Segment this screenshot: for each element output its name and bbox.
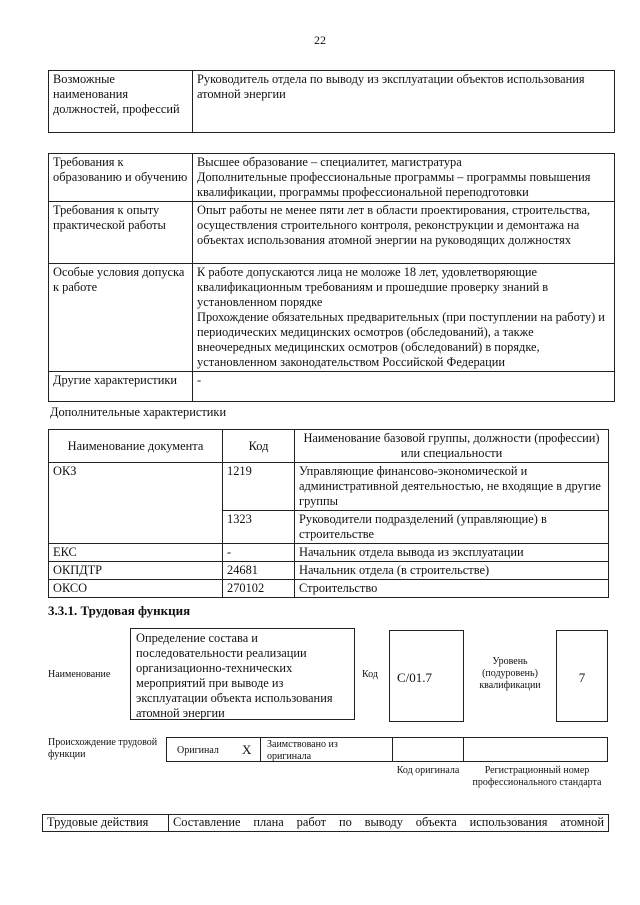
req-education-label: Требования к образованию и обучению [49, 154, 193, 202]
requirements-table [48, 153, 615, 402]
req-experience-line: Опыт работы не менее пяти лет в области проектирования, строительства, осуществления строительного контроля, реконструкции и демонтажа на объектах использования атомной энергии на руководящих должностях [197, 203, 591, 247]
function-code-value: С/01.7 [397, 670, 433, 685]
table-row-code: 1219 [223, 463, 295, 511]
table-row-name: Управляющие финансово-экономической и административной деятельностью, не входящие в другие группы [295, 463, 609, 511]
additional-table [48, 429, 609, 598]
labor-actions-label: Трудовые действия [43, 815, 169, 832]
positions-value: Руководитель отдела по выводу из эксплуатации объектов использования атомной энергии [193, 71, 615, 133]
req-conditions-line: Прохождение обязательных предварительных (при поступлении на работу) и периодических медицинских осмотров (обследований), а также внеочередных медицинских осмотров (обследований) в порядке, установленном законодательством Российской Федерации [197, 310, 605, 369]
table-row-name: Строительство [295, 580, 609, 598]
origin-original-mark: X [242, 742, 252, 757]
additional-header-name: Наименование базовой группы, должности (профессии) или специальности [295, 430, 609, 463]
function-level-value: 7 [578, 670, 586, 685]
origin-code-cell [392, 737, 464, 762]
req-other-label: Другие характеристики [49, 372, 193, 402]
function-name-box: Определение состава и последовательности реализации организационно-технических мероприятий при выводе из эксплуатации объекта использования атомной энергии [130, 628, 355, 720]
function-title: 3.3.1. Трудовая функция [48, 603, 191, 618]
table-row-doc: ЕКС [49, 544, 223, 562]
req-conditions-line: К работе допускаются лица не моложе 18 лет, удовлетворяющие квалификационным требованиям и прошедшие проверку знаний в установленном порядке [197, 265, 549, 309]
req-other-value [193, 372, 615, 402]
req-education-line: Дополнительные профессиональные программы – программы повышения квалификации, программы профессиональной переподготовки [197, 170, 591, 199]
table-row-code: - [223, 544, 295, 562]
table-row-code: 24681 [223, 562, 295, 580]
function-code-label: Код [362, 669, 378, 680]
origin-reg-caption: Регистрационный номер профессионального стандарта [472, 765, 602, 788]
origin-borrowed-cell [260, 737, 393, 762]
origin-reg-cell [463, 737, 608, 762]
page-number: 22 [314, 33, 326, 47]
req-experience-label: Требования к опыту практической работы [49, 202, 193, 264]
additional-header-doc: Наименование документа [49, 430, 223, 463]
req-education-value [193, 154, 615, 202]
req-conditions-value [193, 264, 615, 372]
req-education-line: Высшее образование – специалитет, магистратура [197, 155, 462, 169]
table-row-name: Руководители подразделений (управляющие) в строительстве [295, 511, 609, 544]
function-level-box [556, 630, 608, 722]
req-conditions-label: Особые условия допуска к работе [49, 264, 193, 372]
additional-header-code: Код [223, 430, 295, 463]
function-name-label: Наименование [48, 669, 111, 680]
labor-actions-value: Составление плана работ по выводу объекта использования атомной [169, 815, 609, 832]
table-row-doc: ОКСО [49, 580, 223, 598]
table-row-name: Начальник отдела (в строительстве) [295, 562, 609, 580]
origin-label: Происхождение трудовой функции [48, 737, 158, 760]
table-row-code: 1323 [223, 511, 295, 544]
origin-original-label: Оригинал [177, 745, 219, 756]
req-other-line: - [197, 373, 202, 387]
table-row-doc: ОКЗ [49, 463, 223, 544]
origin-original-cell [166, 737, 261, 762]
req-experience-value [193, 202, 615, 264]
table-row-name: Начальник отдела вывода из эксплуатации [295, 544, 609, 562]
origin-borrowed-label: Заимствовано из оригинала [267, 739, 338, 762]
function-code-box [389, 630, 464, 722]
labor-actions-table [42, 814, 609, 832]
additional-title: Дополнительные характеристики [50, 405, 227, 419]
table-row-code: 270102 [223, 580, 295, 598]
table-row-doc: ОКПДТР [49, 562, 223, 580]
positions-label: Возможные наименования должностей, профессий [49, 71, 193, 133]
function-level-label: Уровень (подуровень) квалификации [479, 656, 541, 691]
origin-code-caption: Код оригинала [396, 765, 460, 776]
positions-table [48, 70, 615, 133]
